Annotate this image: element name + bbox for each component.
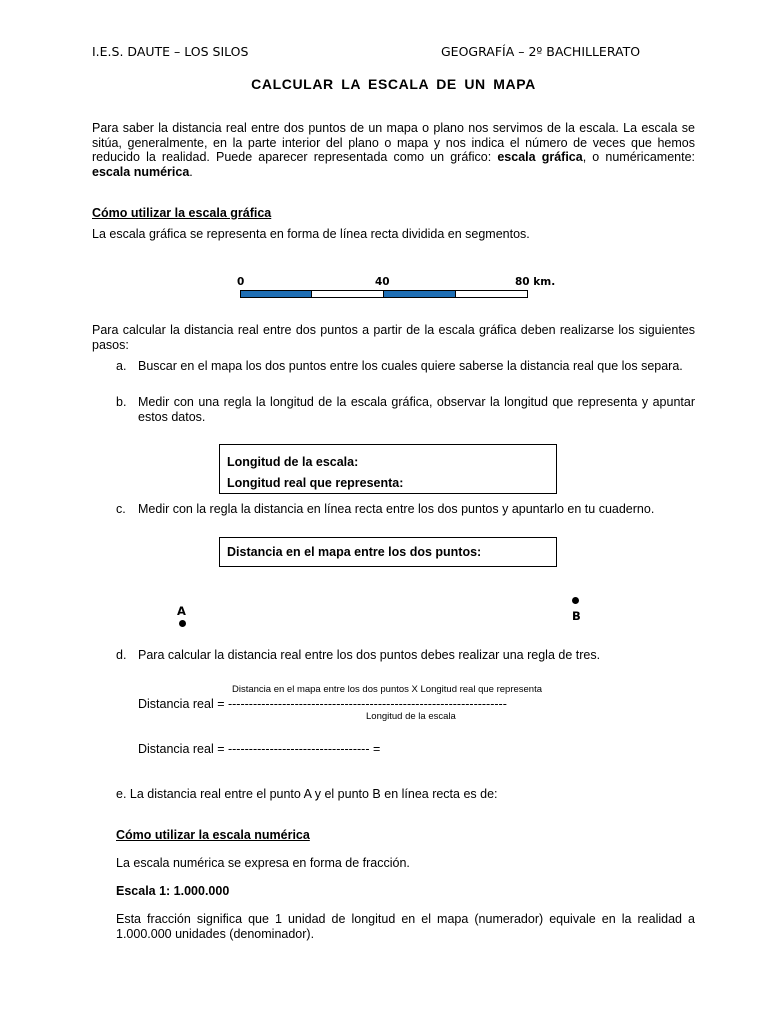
longitud-box <box>219 444 557 494</box>
distancia-mapa-label: Distancia en el mapa entre los dos puntos: <box>227 545 482 559</box>
step-c <box>116 502 695 517</box>
page-title: CALCULAR LA ESCALA DE UN MAPA <box>251 76 536 92</box>
formula-denominator: Longitud de la escala <box>366 711 456 722</box>
point-b-dot <box>572 597 579 604</box>
formula-line-blank: Distancia real = ---------------------------------- = <box>138 742 381 756</box>
step-e: e. La distancia real entre el punto A y el punto B en línea recta es de: <box>116 787 498 801</box>
section-title-numerica: Cómo utilizar la escala numérica <box>116 828 310 842</box>
point-a-dot <box>179 620 186 627</box>
intro-text-3: . <box>189 164 193 179</box>
point-a-label: A <box>177 604 186 618</box>
distancia-box <box>219 537 557 567</box>
intro-text-1: Para saber la distancia real entre dos puntos de un mapa o plano nos servimos de la escala. La escala se sitúa, generalmente, en la parte interior del plano o mapa y nos indica el número de veces que hemos reducido la realidad. Puede aparecer representada como un gráfico: <box>92 121 695 164</box>
step-d-text: Para calcular la distancia real entre los dos puntos debes realizar una regla de tres. <box>138 648 601 662</box>
intro-bold-grafica: escala gráfica <box>497 150 583 164</box>
step-b <box>116 395 695 424</box>
step-d <box>116 648 695 663</box>
grafica-description: La escala gráfica se representa en forma de línea recta dividida en segmentos. <box>92 227 530 241</box>
steps-intro: Para calcular la distancia real entre dos puntos a partir de la escala gráfica deben realizarse los siguientes pasos: <box>92 323 695 352</box>
graphic-scale-bar <box>228 258 564 314</box>
scale-segment-filled <box>240 290 312 298</box>
step-c-text: Medir con la regla la distancia en línea recta entre los dos puntos y apuntarlo en tu cuaderno. <box>138 502 655 516</box>
formula-line: Distancia real = ------------------------------------------------------------------- <box>138 697 507 711</box>
step-b-text: Medir con una regla la longitud de la escala gráfica, observar la longitud que representa y apuntar estos datos. <box>138 395 695 424</box>
scale-segment-filled <box>383 290 456 298</box>
longitud-real-label: Longitud real que representa: <box>227 476 404 490</box>
numerica-explanation: Esta fracción significa que 1 unidad de longitud en el mapa (numerador) equivale en la realidad a 1.000.000 unidades (denominador). <box>116 912 695 941</box>
numerica-example: Escala 1: 1.000.000 <box>116 884 230 898</box>
step-b-label: b. <box>116 395 127 409</box>
scale-label-0: 0 <box>237 276 245 288</box>
intro-paragraph <box>92 121 695 179</box>
step-a-text: Buscar en el mapa los dos puntos entre los cuales quiere saberse la distancia real que los separa. <box>138 359 683 373</box>
formula-numerator: Distancia en el mapa entre los dos puntos X Longitud real que representa <box>232 684 543 695</box>
longitud-escala-label: Longitud de la escala: <box>227 455 359 469</box>
header-school: I.E.S. DAUTE – LOS SILOS <box>92 44 249 59</box>
numerica-description: La escala numérica se expresa en forma de fracción. <box>116 856 410 870</box>
intro-bold-numerica: escala numérica <box>92 164 190 179</box>
section-title-grafica: Cómo utilizar la escala gráfica <box>92 206 272 220</box>
intro-text-2: , o numéricamente: <box>582 150 695 164</box>
step-c-label: c. <box>116 502 126 516</box>
step-a-label: a. <box>116 359 127 373</box>
scale-segment-empty <box>311 290 384 298</box>
step-a <box>116 359 695 374</box>
step-d-label: d. <box>116 648 127 662</box>
point-b-label: B <box>572 609 581 623</box>
scale-label-40: 40 <box>375 276 390 288</box>
header-subject: GEOGRAFÍA – 2º BACHILLERATO <box>441 44 641 59</box>
scale-segment-empty <box>455 290 528 298</box>
scale-label-80: 80 km. <box>515 276 556 288</box>
